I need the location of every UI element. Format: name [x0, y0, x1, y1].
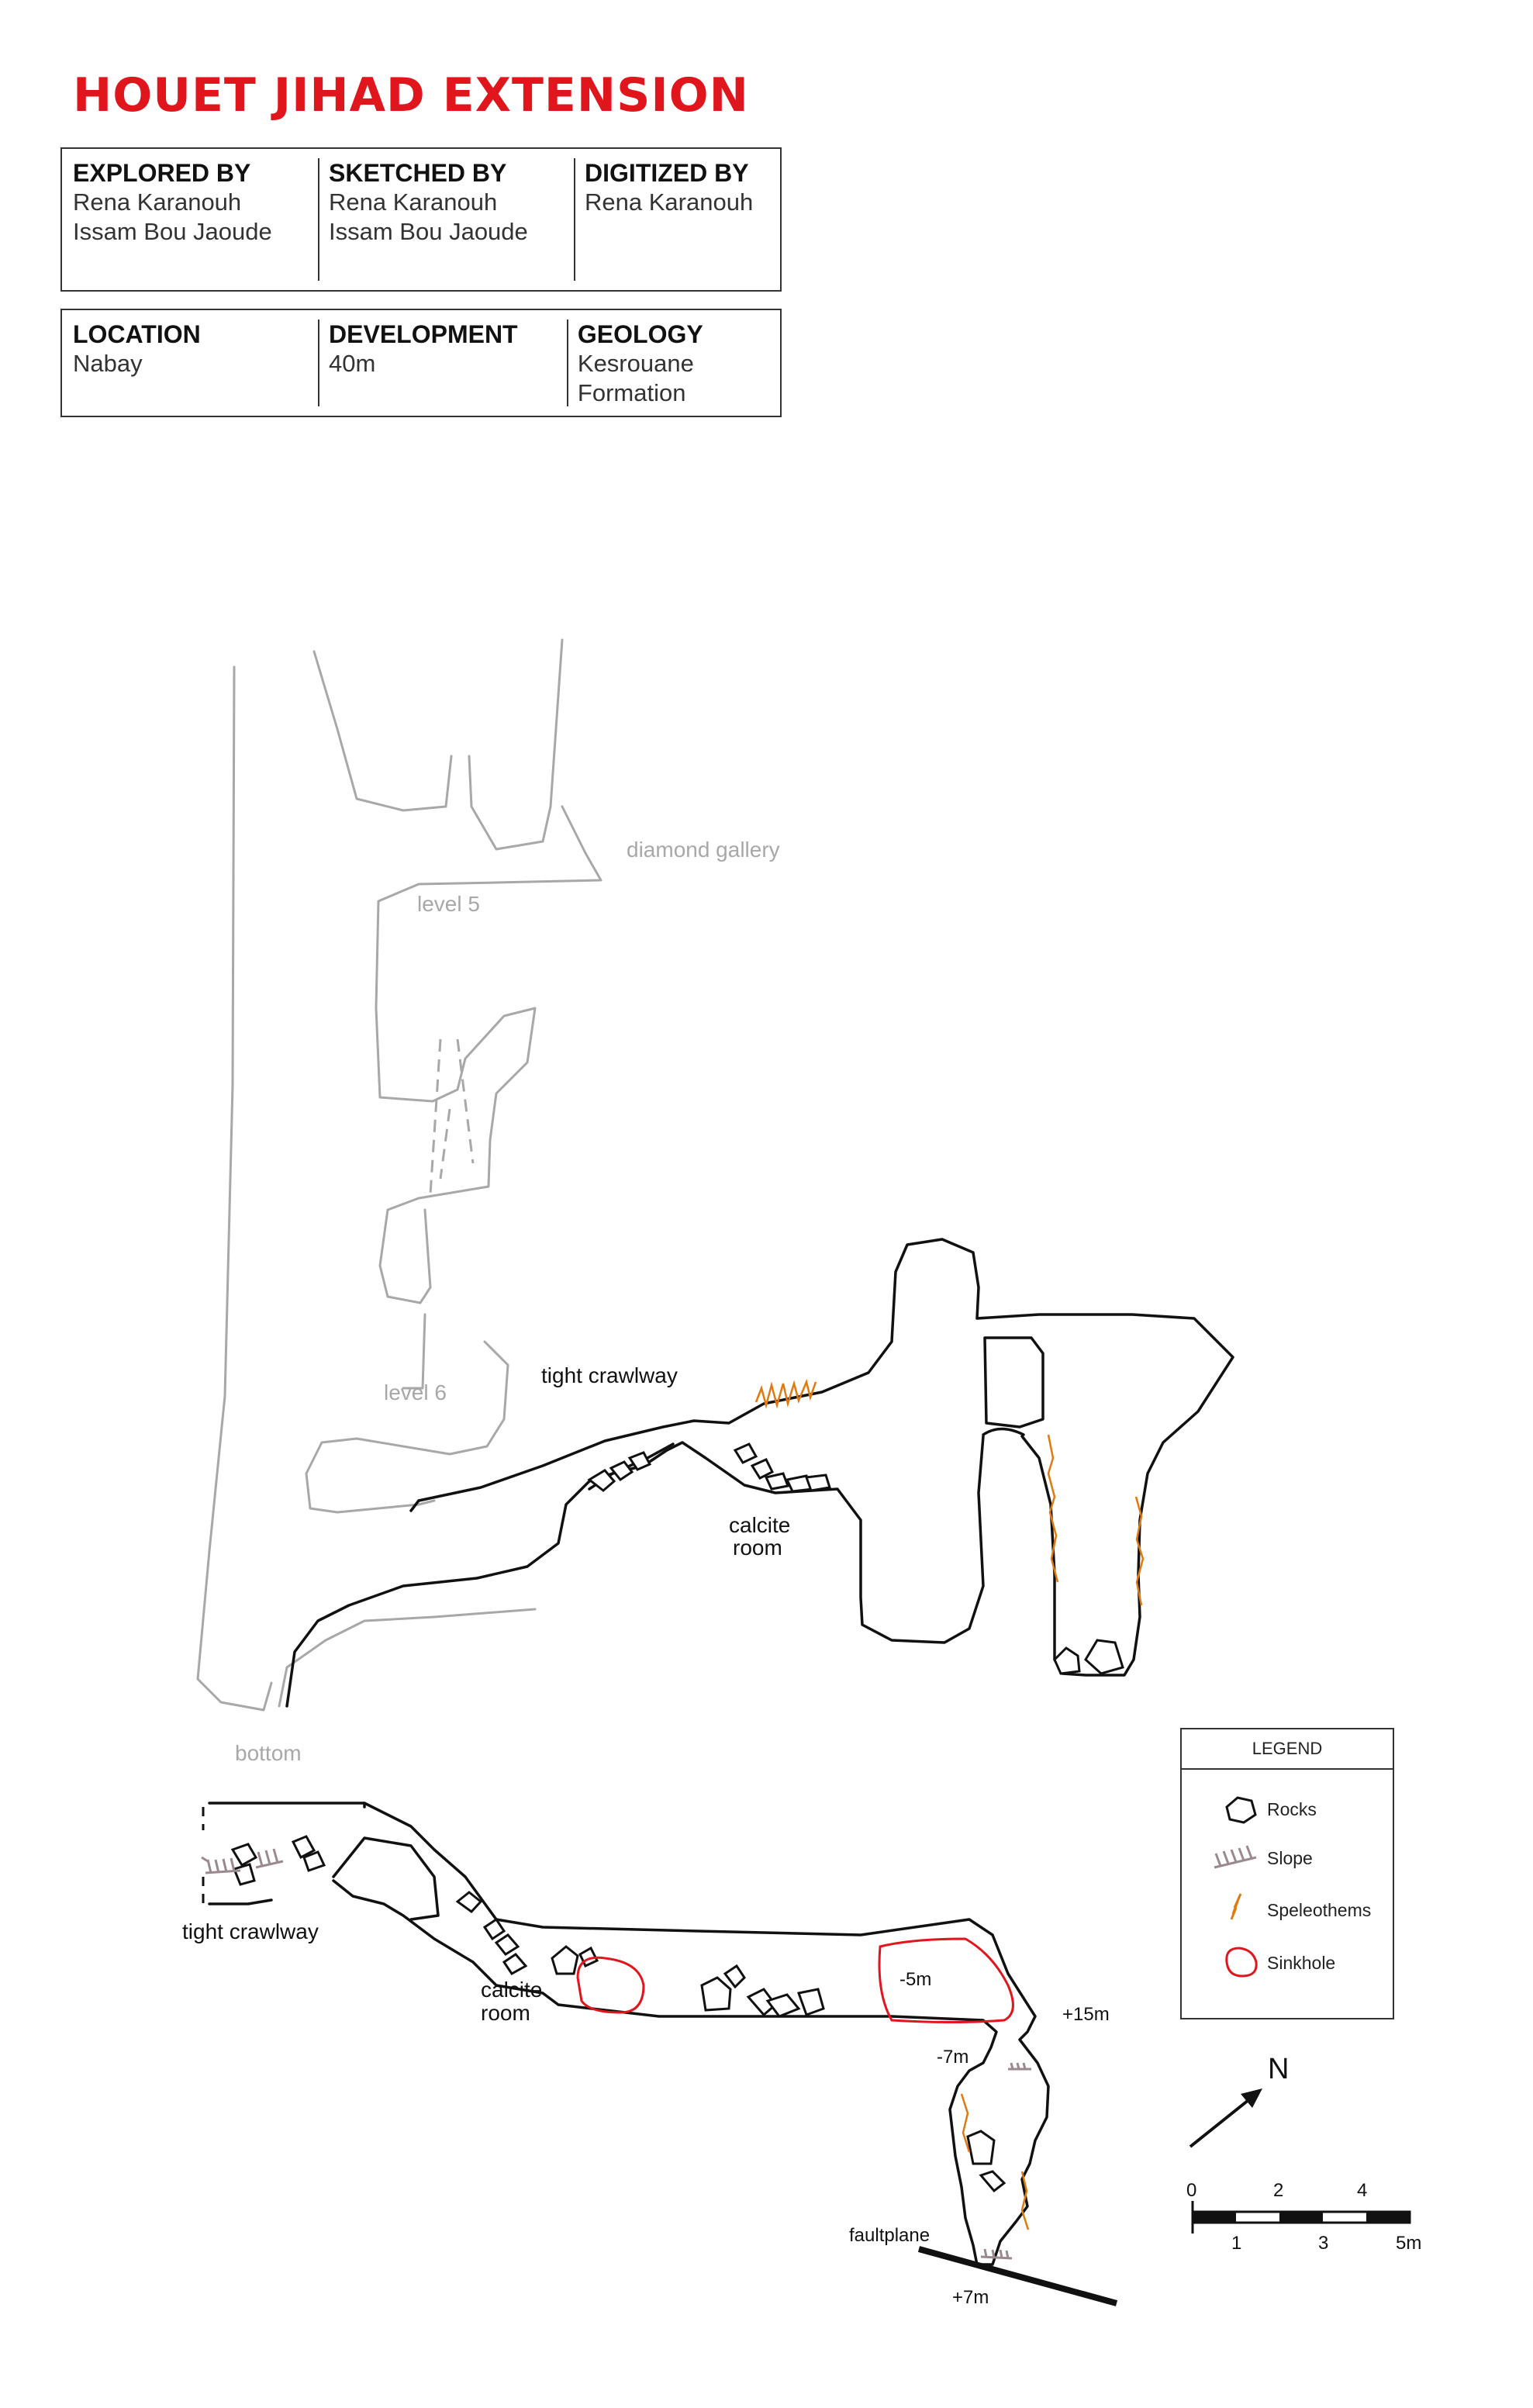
label-plus-7m: +7m: [952, 2287, 989, 2308]
scale-bottom-tick: 1: [1231, 2233, 1242, 2254]
label-level-6: level 6: [384, 1380, 447, 1404]
label-diamond-gallery: diamond gallery: [627, 838, 780, 862]
scale-bar: [1186, 2180, 1421, 2254]
scale-top-tick: 0: [1186, 2180, 1197, 2201]
old-survey-outline: [198, 640, 601, 1710]
digitized-by-heading: DIGITIZED BY: [585, 159, 749, 187]
location-value: Nabay: [73, 350, 143, 377]
old-survey-dashed-lines: [430, 1039, 473, 1194]
development-heading: DEVELOPMENT: [329, 320, 518, 348]
development-value: 40m: [329, 350, 376, 377]
label-level-5: level 5: [417, 892, 480, 916]
label-bottom: bottom: [235, 1741, 302, 1765]
scale-bottom-tick: 5m: [1396, 2233, 1422, 2254]
profile-view-outline: [209, 1803, 1048, 2265]
sketched-by-value: Rena Karanouh Issam Bou Jaoude: [329, 188, 528, 245]
speleothem-icon: [1231, 1894, 1241, 1919]
label-calcite-room-plan-2: room: [733, 1536, 782, 1560]
legend-item-slope: Slope: [1267, 1848, 1313, 1868]
legend-title: LEGEND: [1252, 1739, 1323, 1758]
explored-by-heading: EXPLORED BY: [73, 159, 251, 187]
label-faultplane: faultplane: [849, 2225, 931, 2246]
legend-item-rocks: Rocks: [1267, 1799, 1317, 1819]
label-minus-7m: -7m: [937, 2047, 969, 2068]
north-arrow: [1190, 2053, 1289, 2147]
location-heading: LOCATION: [73, 320, 201, 348]
label-minus-5m: -5m: [899, 1969, 932, 1990]
slope-icon: [1214, 1846, 1256, 1867]
sketched-by-heading: SKETCHED BY: [329, 159, 507, 187]
geology-heading: GEOLOGY: [577, 320, 703, 348]
profile-slopes: [202, 1849, 1031, 2258]
scale-top-tick: 4: [1357, 2180, 1368, 2201]
label-tight-crawlway-plan: tight crawlway: [541, 1363, 678, 1387]
map-legend: [1180, 1728, 1394, 2019]
legend-item-speleothems: Speleothems: [1267, 1900, 1372, 1920]
geology-value: Kesrouane Formation: [577, 350, 694, 406]
scale-top-tick: 2: [1273, 2180, 1284, 2201]
legend-item-sinkhole: Sinkhole: [1267, 1953, 1336, 1973]
north-label: N: [1268, 2053, 1290, 2085]
sinkhole-icon: [1227, 1948, 1256, 1976]
rock-icon: [1227, 1798, 1255, 1822]
plan-speleothems: [756, 1382, 1143, 1605]
map-title: HOUET JIHAD EXTENSION: [73, 68, 749, 123]
label-plus-15m: +15m: [1062, 2004, 1110, 2025]
scale-bottom-tick: 3: [1318, 2233, 1329, 2254]
label-tight-crawlway-profile: tight crawlway: [182, 1919, 319, 1943]
explored-by-value: Rena Karanouh Issam Bou Jaoude: [73, 188, 272, 245]
label-calcite-room-profile: calcite: [481, 1978, 543, 2002]
label-calcite-room-plan: calcite: [729, 1513, 791, 1537]
label-calcite-room-profile-2: room: [481, 2001, 530, 2025]
digitized-by-value: Rena Karanouh: [585, 188, 754, 216]
faultplane-line: [919, 2249, 1117, 2303]
profile-speleothems: [962, 2094, 1028, 2230]
